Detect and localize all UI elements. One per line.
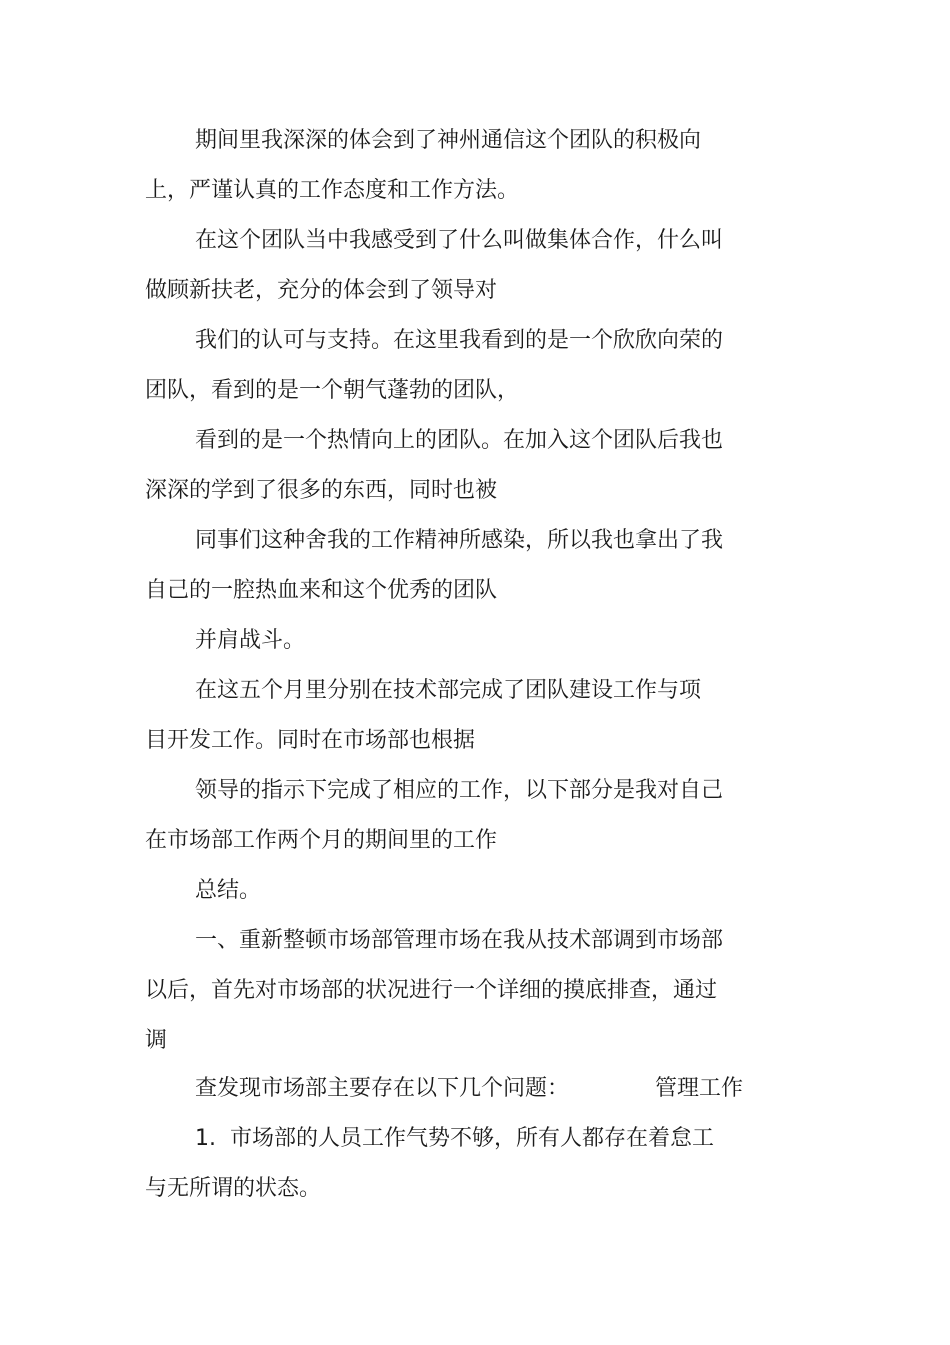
paragraph [145,1114,765,1214]
paragraph [145,516,765,616]
text-line: 期间里我深深的体会到了神州通信这个团队的积极向 [195,128,702,153]
text-line: 1. 市场部的人员工作气势不够，所有人都存在着怠工 [195,1126,714,1151]
paragraph [145,216,765,316]
text-line: 上，严谨认真的工作态度和工作方法。 [145,178,520,203]
text-line: 调 [145,1028,168,1053]
text-line: 在这五个月里分别在技术部完成了团队建设工作与项 [195,678,702,703]
text-line: 我们的认可与支持。在这里我看到的是一个欣欣向荣的 [195,328,724,353]
paragraph [145,666,765,766]
text-line: 领导的指示下完成了相应的工作，以下部分是我对自己 [195,778,724,803]
paragraph [145,916,765,1066]
paragraph [145,766,765,866]
text-line: 做顾新扶老，充分的体会到了领导对 [145,278,498,303]
paragraph [145,116,765,216]
text-line: 自己的一腔热血来和这个优秀的团队 [145,578,498,603]
paragraph [145,1064,765,1114]
paragraph [145,866,765,916]
text-line: 同事们这种舍我的工作精神所感染，所以我也拿出了我 [195,528,724,553]
text-line: 深深的学到了很多的东西，同时也被 [145,478,498,503]
text-line: 以后，首先对市场部的状况进行一个详细的摸底排查，通过 [145,978,718,1003]
text-line: 在这个团队当中我感受到了什么叫做集体合作，什么叫 [195,228,724,253]
text-line: 目开发工作。同时在市场部也根据 [145,728,476,753]
text-line-lead: 查发现市场部主要存在以下几个问题： [195,1076,570,1101]
text-line: 并肩战斗。 [195,628,306,653]
text-line: 看到的是一个热情向上的团队。在加入这个团队后我也 [195,428,724,453]
text-line: 总结。 [195,878,262,903]
text-line: 团队，看到的是一个朝气蓬勃的团队， [145,378,520,403]
text-line: 与无所谓的状态。 [145,1176,322,1201]
text-line [145,1064,765,1114]
text-line: 一、重新整顿市场部管理市场在我从技术部调到市场部 [195,928,724,953]
paragraph [145,416,765,516]
text-line-trailing: 管理工作 [655,1076,744,1101]
paragraph [145,616,765,666]
paragraph [145,316,765,416]
text-line: 在市场部工作两个月的期间里的工作 [145,828,498,853]
